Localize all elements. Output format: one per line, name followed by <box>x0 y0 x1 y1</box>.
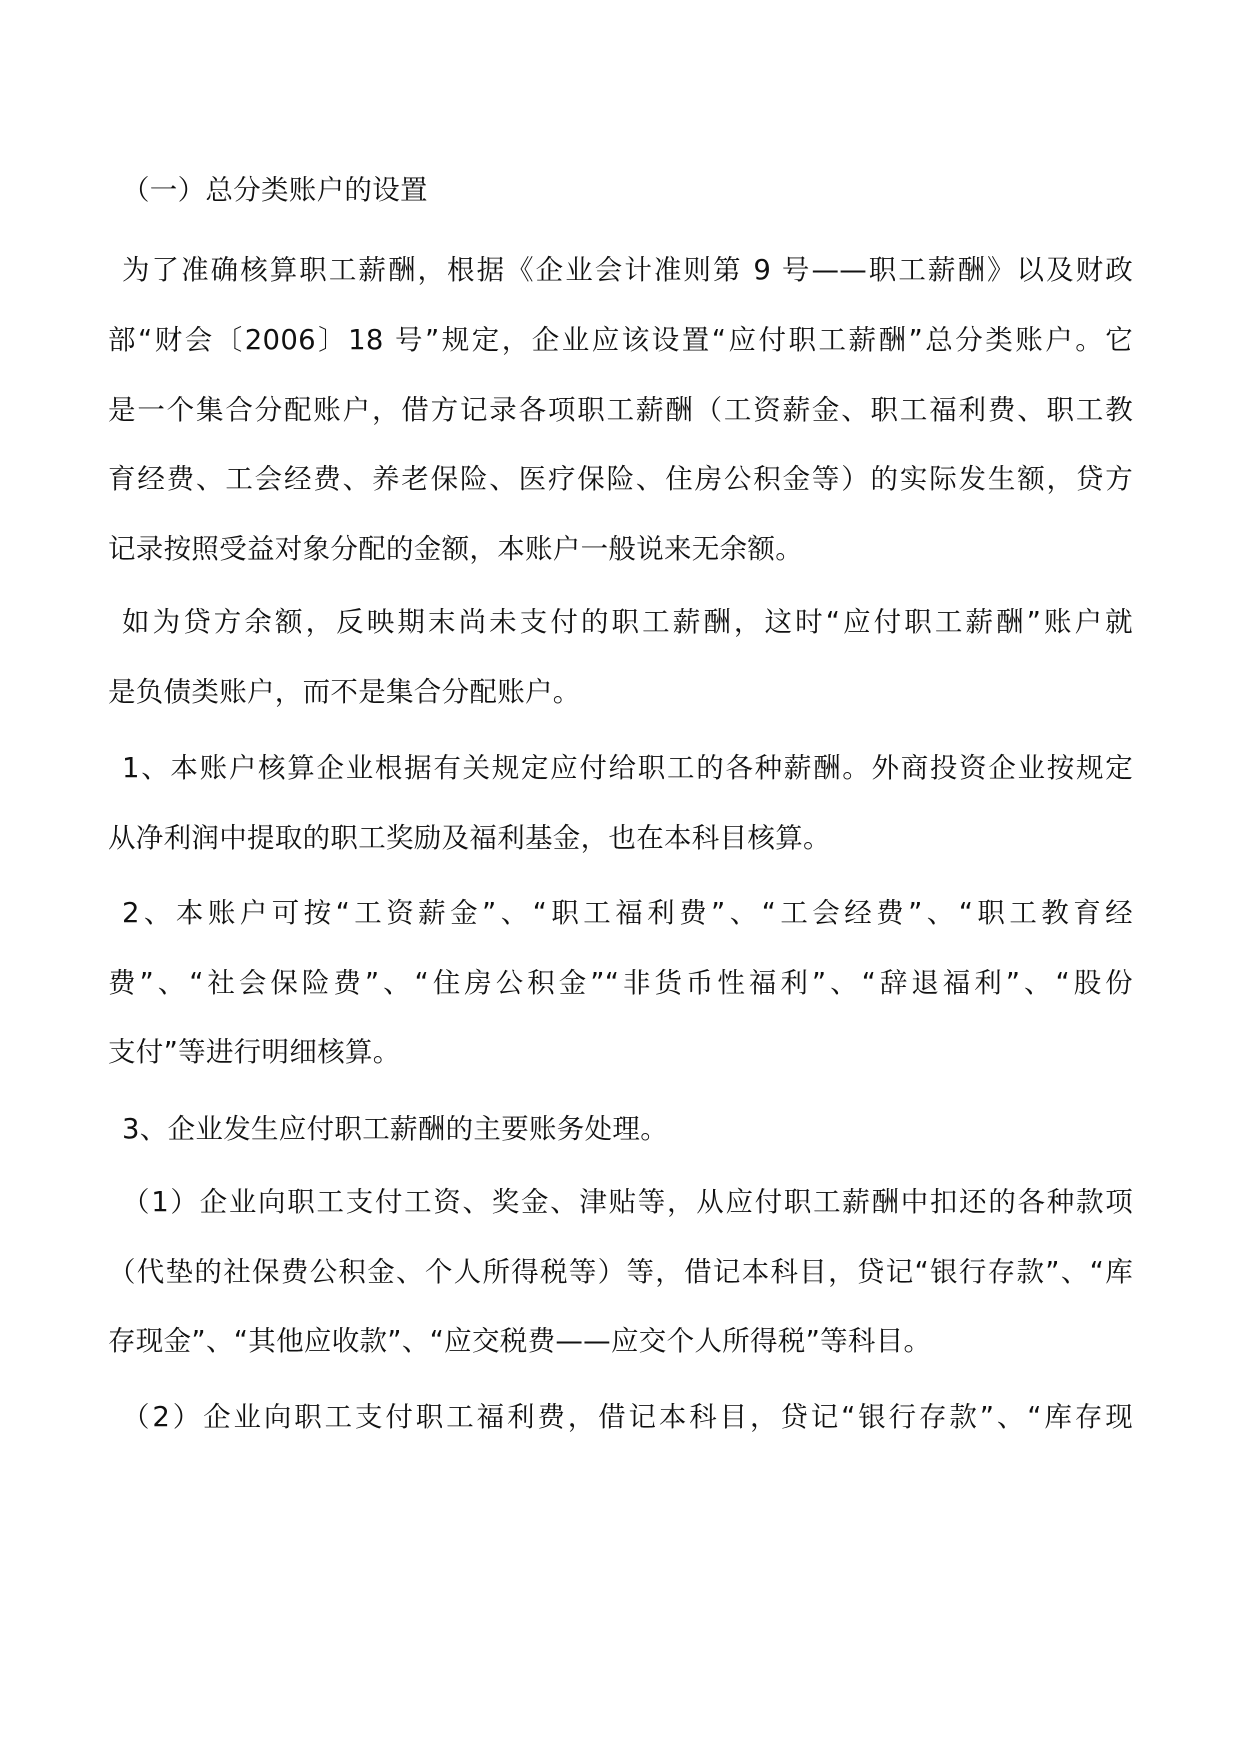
paragraph-line: 3、企业发生应付职工薪酬的主要账务处理。 <box>122 1113 668 1145</box>
paragraph-line: 如为贷方余额，反映期末尚未支付的职工薪酬，这时“应付职工薪酬”账户就 <box>122 606 1133 638</box>
paragraph-line: 是负债类账户，而不是集合分配账户。 <box>108 676 581 708</box>
paragraph-line: （代垫的社保费公积金、个人所得税等）等，借记本科目，贷记“银行存款”、“库 <box>108 1256 1133 1288</box>
section-heading: （一）总分类账户的设置 <box>122 174 428 206</box>
paragraph-line: 支付”等进行明细核算。 <box>108 1036 401 1068</box>
paragraph-line: 是一个集合分配账户，借方记录各项职工薪酬（工资薪金、职工福利费、职工教 <box>108 394 1133 426</box>
paragraph-line: （1）企业向职工支付工资、奖金、津贴等，从应付职工薪酬中扣还的各种款项 <box>122 1186 1133 1218</box>
paragraph-line: 为了准确核算职工薪酬，根据《企业会计准则第 9 号——职工薪酬》以及财政 <box>122 254 1133 286</box>
paragraph-line: 费”、“社会保险费”、“住房公积金”“非货币性福利”、“辞退福利”、“股份 <box>108 967 1133 999</box>
paragraph-line: 部“财会〔2006〕18 号”规定，企业应该设置“应付职工薪酬”总分类账户。它 <box>108 324 1133 356</box>
paragraph-line: （2）企业向职工支付职工福利费，借记本科目，贷记“银行存款”、“库存现 <box>122 1401 1133 1433</box>
paragraph-line: 从净利润中提取的职工奖励及福利基金，也在本科目核算。 <box>108 822 831 854</box>
paragraph-line: 1、本账户核算企业根据有关规定应付给职工的各种薪酬。外商投资企业按规定 <box>122 752 1133 784</box>
paragraph-line: 2、本账户可按“工资薪金”、“职工福利费”、“工会经费”、“职工教育经 <box>122 897 1133 929</box>
paragraph-line: 记录按照受益对象分配的金额，本账户一般说来无余额。 <box>108 533 803 565</box>
paragraph-line: 存现金”、“其他应收款”、“应交税费——应交个人所得税”等科目。 <box>108 1325 932 1357</box>
paragraph-line: 育经费、工会经费、养老保险、医疗保险、住房公积金等）的实际发生额，贷方 <box>108 463 1133 495</box>
